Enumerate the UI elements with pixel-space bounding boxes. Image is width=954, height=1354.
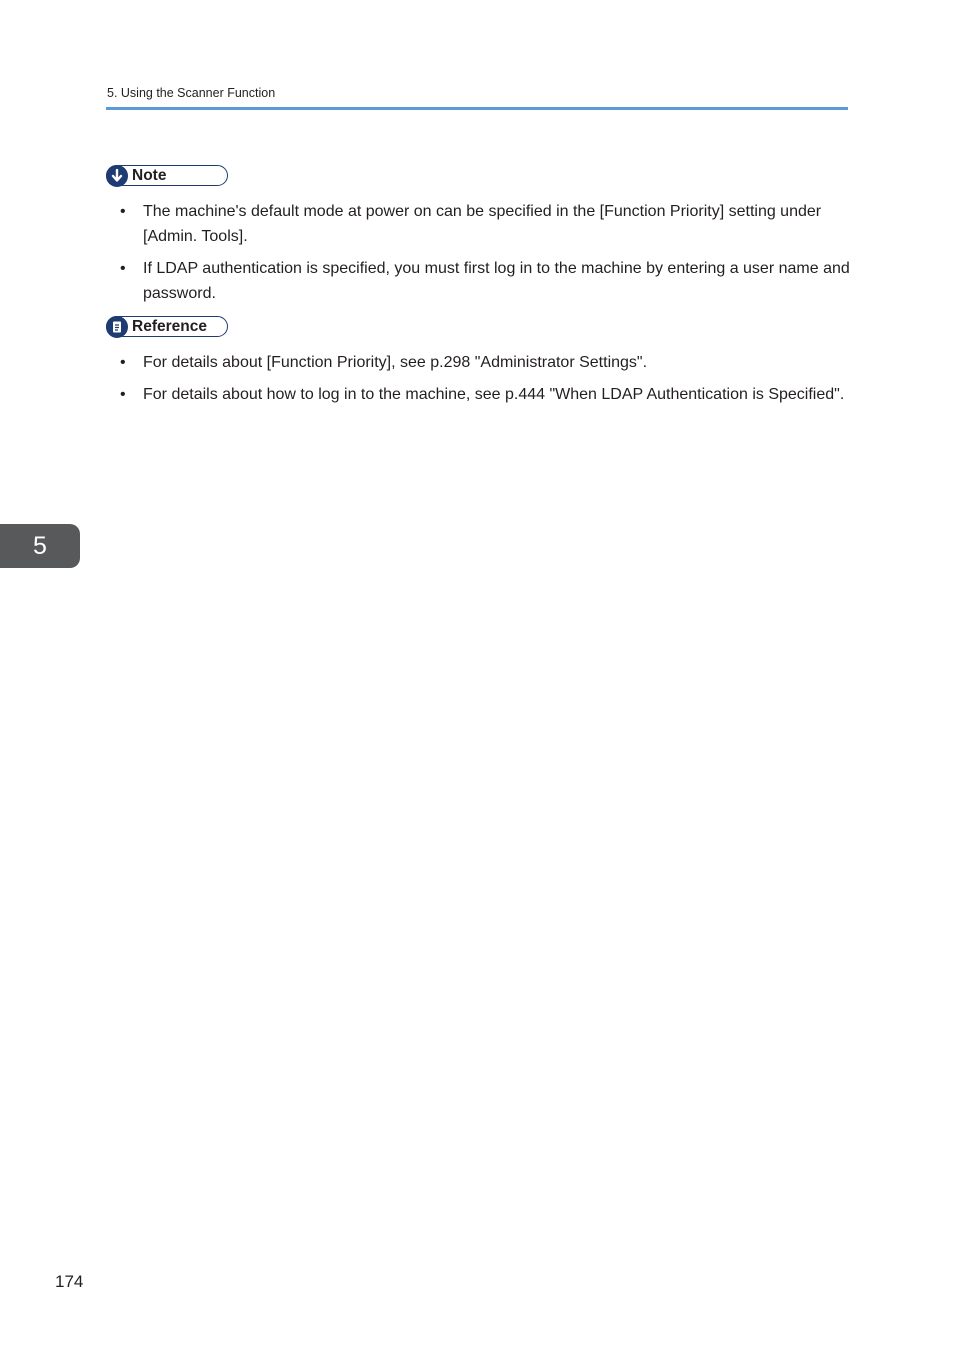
reference-item-text: For details about [Function Priority], see p.298 "Administrator Settings". (143, 354, 648, 371)
down-arrow-icon (106, 165, 128, 187)
page-number: 174 (55, 1272, 84, 1291)
header-rule (106, 107, 848, 110)
note-list (120, 199, 850, 313)
note-label: Note (132, 167, 167, 184)
bullet: • (120, 354, 126, 371)
bullet: • (120, 386, 126, 403)
chapter-tab: 5 (0, 524, 80, 568)
list-item (120, 256, 850, 306)
list-item (120, 350, 850, 375)
document-icon (106, 316, 128, 338)
reference-badge (106, 316, 228, 337)
note-item-text: If LDAP authentication is specified, you must first log in to the machine by entering a user name and password. (143, 260, 850, 302)
list-item (120, 382, 850, 407)
reference-item-text: For details about how to log in to the machine, see p.444 "When LDAP Authentication is Specified". (143, 386, 845, 403)
note-item-text: The machine's default mode at power on can be specified in the [Function Priority] setting under [Admin. Tools]. (143, 203, 822, 245)
note-badge (106, 165, 228, 186)
bullet: • (120, 260, 126, 277)
reference-list (120, 350, 850, 414)
bullet: • (120, 203, 126, 220)
reference-label: Reference (132, 318, 207, 335)
running-head: 5. Using the Scanner Function (107, 86, 276, 100)
list-item (120, 199, 850, 249)
